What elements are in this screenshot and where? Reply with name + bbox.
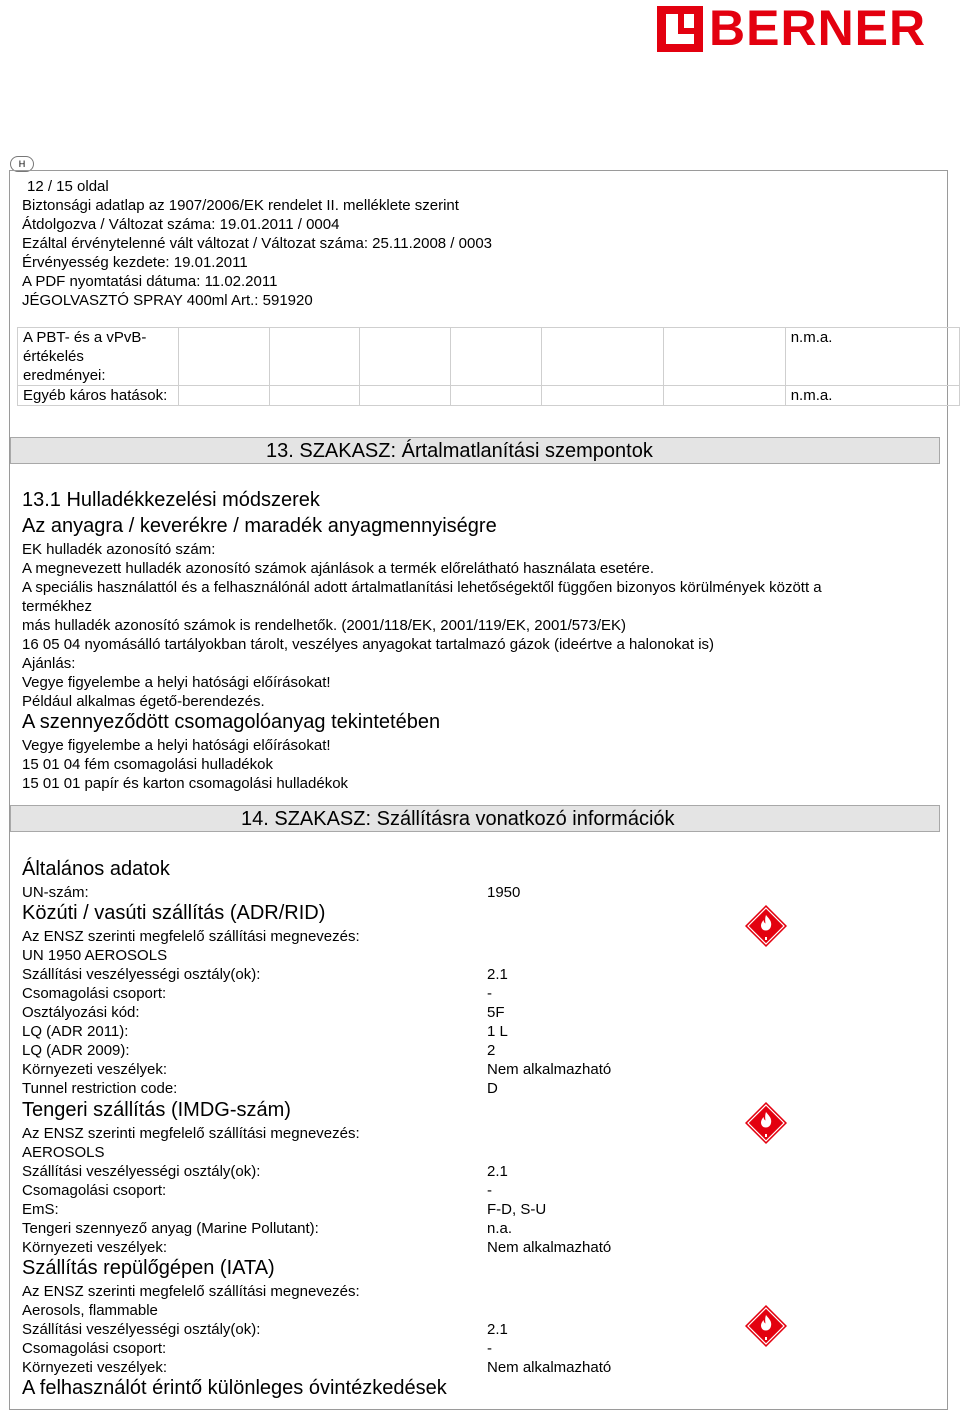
un-number-label: UN-szám: <box>22 884 89 901</box>
header-print-date: A PDF nyomtatási dátuma: 11.02.2011 <box>22 273 278 290</box>
waste-text-line: A speciális használattól és a felhasználónál adott ártalmatlanítási lehetőségektől függően bizonyos körülmények között a <box>22 579 822 596</box>
sea-row-value: F-D, S-U <box>487 1201 547 1218</box>
pbt-value: n.m.a. <box>790 329 833 346</box>
flammable-gas-2-icon <box>744 1304 788 1348</box>
pbt-empty-cell <box>360 386 451 406</box>
road-row-label: LQ (ADR 2011): <box>22 1023 129 1040</box>
road-name-label: Az ENSZ szerinti megfelelő szállítási megnevezés: <box>22 928 360 945</box>
pbt-empty-cell <box>541 328 663 386</box>
road-row-label: Csomagolási csoport: <box>22 985 167 1002</box>
pbt-label: A PBT- és a vPvB-értékelés eredményei: <box>23 329 147 384</box>
road-row-value: 1 L <box>487 1023 508 1040</box>
air-row-value: 2.1 <box>487 1321 508 1338</box>
pbt-empty-cell <box>269 386 360 406</box>
recommendation-text: Vegye figyelembe a helyi hatósági előírásokat! <box>22 674 331 691</box>
packaging-code: 15 01 01 papír és karton csomagolási hulladékok <box>22 775 349 792</box>
header-revision: Átdolgozva / Változat száma: 19.01.2011 / 0004 <box>22 216 340 233</box>
waste-code-label: EK hulladék azonosító szám: <box>22 541 216 558</box>
air-row-label: Csomagolási csoport: <box>22 1340 167 1357</box>
pbt-empty-cell <box>179 328 270 386</box>
pbt-label-cell <box>18 328 179 386</box>
flammable-gas-2-icon <box>744 1101 788 1145</box>
packaging-text: Vegye figyelembe a helyi hatósági előírásokat! <box>22 737 331 754</box>
sea-row-label: Környezeti veszélyek: <box>22 1239 168 1256</box>
sea-row-label: Szállítási veszélyességi osztály(ok): <box>22 1163 261 1180</box>
section-13-banner <box>10 437 940 464</box>
road-row-value: 2 <box>487 1042 496 1059</box>
sea-row-value: Nem alkalmazható <box>487 1239 612 1256</box>
road-row-value: - <box>487 985 492 1002</box>
pbt-empty-cell <box>663 328 785 386</box>
pbt-empty-cell <box>360 328 451 386</box>
other-effects-value: n.m.a. <box>790 387 833 404</box>
other-effects-label-cell <box>18 386 179 406</box>
waste-text-line: A megnevezett hulladék azonosító számok ajánlások a termék előrelátható használata esetére. <box>22 560 655 577</box>
general-data-heading: Általános adatok <box>22 858 170 880</box>
user-precautions-heading: A felhasználót érintő különleges óvintézkedések <box>22 1377 447 1399</box>
sea-row-value: 2.1 <box>487 1163 508 1180</box>
waste-code-line: 16 05 04 nyomásálló tartályokban tárolt, veszélyes anyagokat tartalmazó gázok (ideértve a halonokat is) <box>22 636 715 653</box>
pbt-table <box>17 327 960 406</box>
recommendation-text: Például alkalmas égető-berendezés. <box>22 693 265 710</box>
waste-methods-heading: 13.1 Hulladékkezelési módszerek <box>22 489 320 511</box>
sea-row-label: Csomagolási csoport: <box>22 1182 167 1199</box>
header-valid-from: Érvényesség kezdete: 19.01.2011 <box>22 254 248 271</box>
berner-logo-text: BERNER <box>709 0 927 56</box>
pbt-empty-cell <box>450 328 541 386</box>
road-row-label: Tunnel restriction code: <box>22 1080 178 1097</box>
pbt-empty-cell <box>179 386 270 406</box>
page-number: 12 / 15 oldal <box>27 178 109 195</box>
sea-name-value: AEROSOLS <box>22 1144 105 1161</box>
header-superseded: Ezáltal érvénytelenné vált változat / Változat száma: 25.11.2008 / 0003 <box>22 235 493 252</box>
pbt-empty-cell <box>269 328 360 386</box>
substance-heading: Az anyagra / keverékre / maradék anyagmennyiségre <box>22 515 497 537</box>
air-row-label: Környezeti veszélyek: <box>22 1359 168 1376</box>
road-row-value: 5F <box>487 1004 505 1021</box>
air-row-label: Szállítási veszélyességi osztály(ok): <box>22 1321 261 1338</box>
sea-row-label: Tengeri szennyező anyag (Marine Pollutant): <box>22 1220 319 1237</box>
air-transport-heading: Szállítás repülőgépen (IATA) <box>22 1257 275 1279</box>
sea-name-label: Az ENSZ szerinti megfelelő szállítási megnevezés: <box>22 1125 360 1142</box>
recommendation-label: Ajánlás: <box>22 655 76 672</box>
pbt-empty-cell <box>663 386 785 406</box>
packaging-heading: A szennyeződött csomagolóanyag tekintetében <box>22 711 441 733</box>
section-14-banner <box>10 805 940 832</box>
road-row-value: D <box>487 1080 498 1097</box>
un-number-value: 1950 <box>487 884 521 901</box>
berner-logo-mark <box>657 6 703 52</box>
sea-row-value: - <box>487 1182 492 1199</box>
road-row-label: Környezeti veszélyek: <box>22 1061 168 1078</box>
other-effects-value-cell <box>785 386 959 406</box>
road-row-value: 2.1 <box>487 966 508 983</box>
road-name-value: UN 1950 AEROSOLS <box>22 947 168 964</box>
header-product: JÉGOLVASZTÓ SPRAY 400ml Art.: 591920 <box>22 292 313 309</box>
section-14-title: 14. SZAKASZ: Szállításra vonatkozó információk <box>241 808 675 830</box>
waste-text-line: termékhez <box>22 598 93 615</box>
road-row-label: Szállítási veszélyességi osztály(ok): <box>22 966 261 983</box>
berner-logo <box>657 0 957 56</box>
road-row-label: Osztályozási kód: <box>22 1004 140 1021</box>
road-row-label: LQ (ADR 2009): <box>22 1042 130 1059</box>
air-name-value: Aerosols, flammable <box>22 1302 158 1319</box>
road-transport-heading: Közúti / vasúti szállítás (ADR/RID) <box>22 902 326 924</box>
road-row-value: Nem alkalmazható <box>487 1061 612 1078</box>
air-row-value: - <box>487 1340 492 1357</box>
packaging-code: 15 01 04 fém csomagolási hulladékok <box>22 756 273 773</box>
language-badge: H <box>10 156 34 172</box>
header-regulation: Biztonsági adatlap az 1907/2006/EK rendelet II. melléklete szerint <box>22 197 459 214</box>
sea-transport-heading: Tengeri szállítás (IMDG-szám) <box>22 1099 291 1121</box>
air-name-label: Az ENSZ szerinti megfelelő szállítási megnevezés: <box>22 1283 360 1300</box>
flammable-gas-2-icon <box>744 904 788 948</box>
pbt-empty-cell <box>450 386 541 406</box>
air-row-value: Nem alkalmazható <box>487 1359 612 1376</box>
waste-text-line: más hulladék azonosító számok is rendelhetők. (2001/118/EK, 2001/119/EK, 2001/573/EK) <box>22 617 626 634</box>
pbt-value-cell <box>785 328 959 386</box>
pbt-empty-cell <box>541 386 663 406</box>
other-effects-label: Egyéb káros hatások: <box>23 387 168 404</box>
sea-row-value: n.a. <box>487 1220 513 1237</box>
section-13-title: 13. SZAKASZ: Ártalmatlanítási szempontok <box>266 440 653 462</box>
sea-row-label: EmS: <box>22 1201 59 1218</box>
